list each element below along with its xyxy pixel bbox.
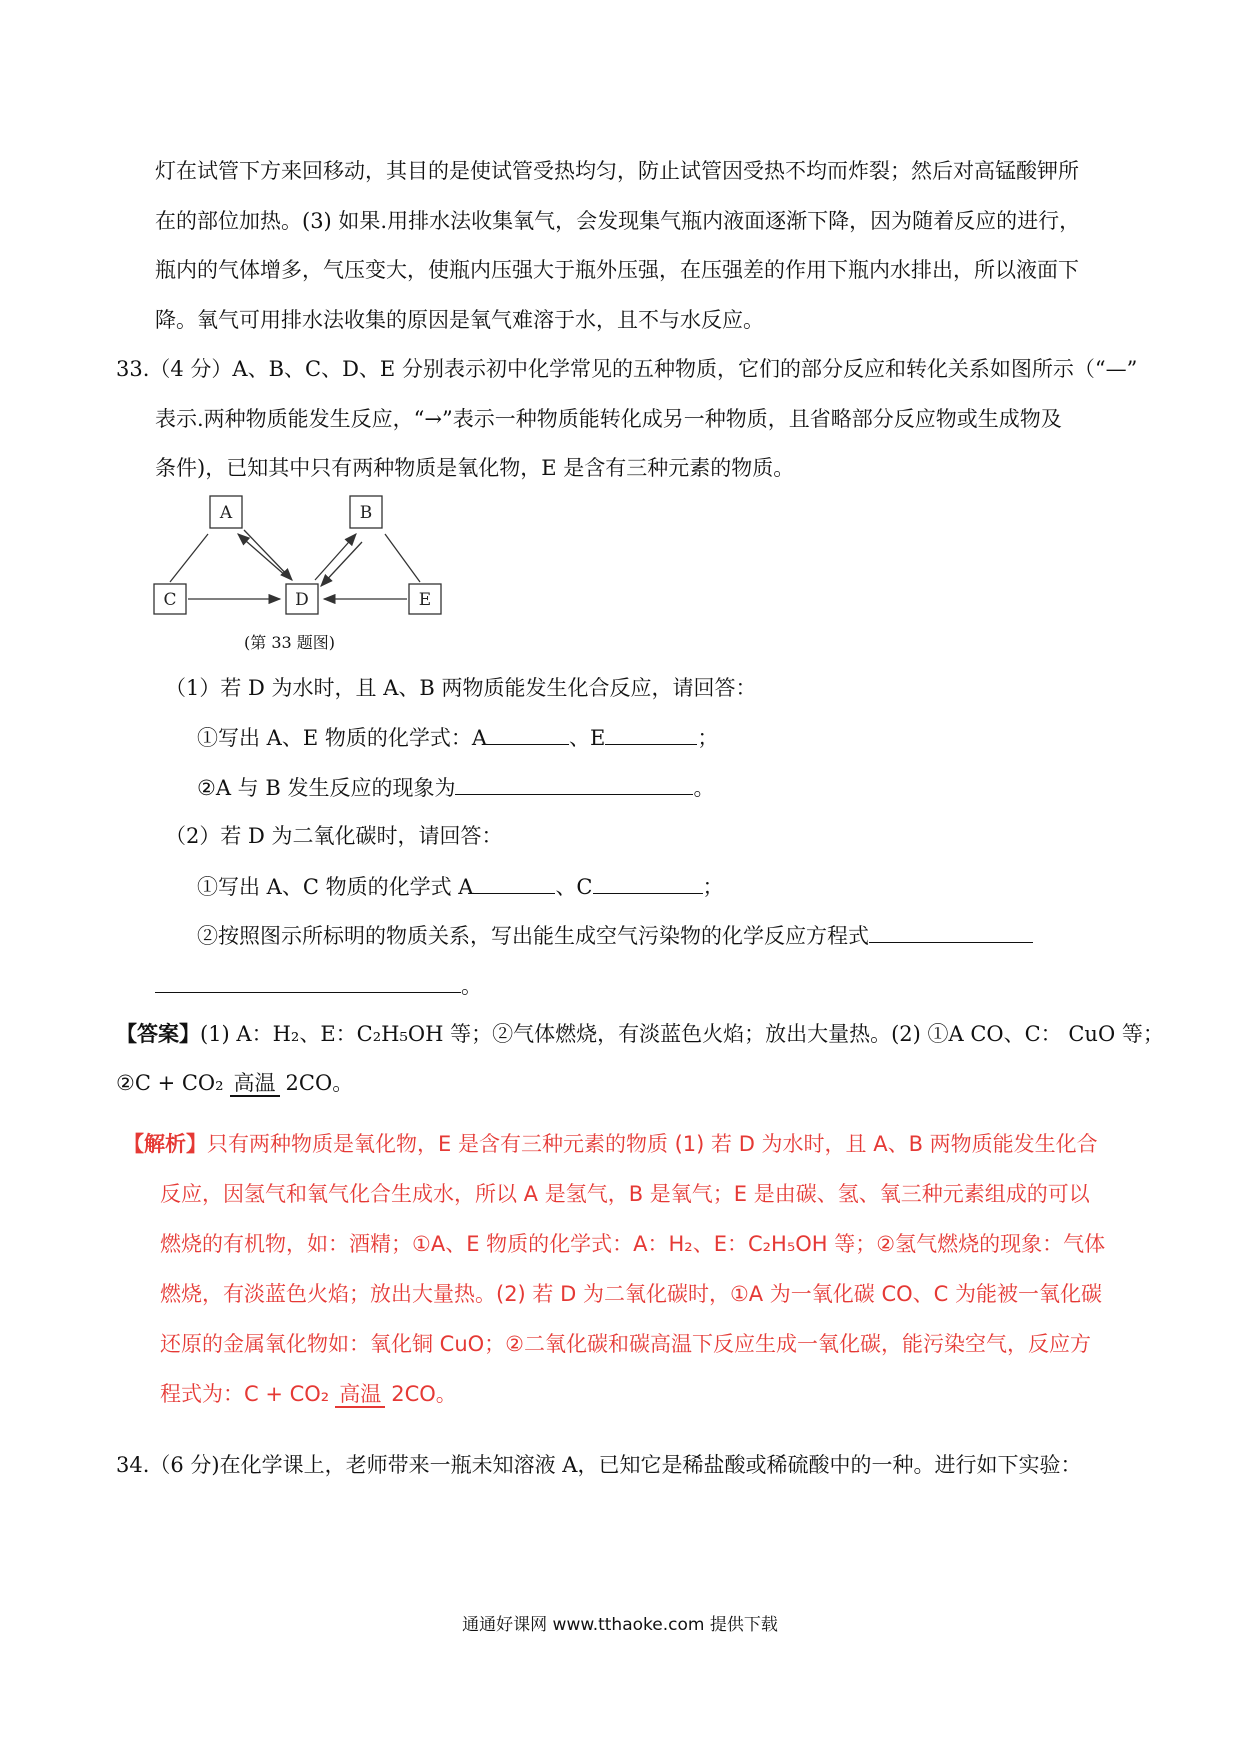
analysis-line-2: 反应，因氢气和氧气化合生成水，所以 A 是氢气，B 是氧气；E 是由碳、氢、氧三种元素组成的可以 xyxy=(160,1182,1090,1206)
analysis-line-1: 【解析】只有两种物质是氧化物，E 是含有三种元素的物质 (1) 若 D 为水时，且 A、B 两物质能发生化合 xyxy=(123,1132,1098,1156)
answer-blank-equation-2[interactable] xyxy=(155,970,461,993)
q33-line-1: 33.（4 分）A、B、C、D、E 分别表示初中化学常见的五种物质，它们的部分反应和转化关系如图所示（“—” xyxy=(116,357,1138,381)
answer-line-2: ②C + CO₂ 高温 2CO。 xyxy=(116,1071,354,1095)
intro-line-4: 降。氧气可用排水法收集的原因是氧气难溶于水，且不与水反应。 xyxy=(155,308,764,332)
answer-blank-e[interactable] xyxy=(605,722,697,745)
answer-condition: 高温 xyxy=(230,1071,280,1097)
q33-line-3: 条件)，已知其中只有两种物质是氧化物，E 是含有三种元素的物质。 xyxy=(155,456,795,480)
intro-line-1: 灯在试管下方来回移动，其目的是使试管受热均匀，防止试管因受热不均而炸裂；然后对高锰酸钾所 xyxy=(155,159,1079,183)
analysis-line-5: 还原的金属氧化物如：氧化铜 CuO；②二氧化碳和碳高温下反应生成一氧化碳，能污染空气，反应方 xyxy=(160,1332,1091,1356)
analysis-condition: 高温 xyxy=(335,1382,385,1408)
q33-part1: （1）若 D 为水时，且 A、B 两物质能发生化合反应，请回答： xyxy=(165,676,757,700)
analysis-line-6: 程式为：C + CO₂ 高温 2CO。 xyxy=(160,1382,457,1406)
answer-blank-a2[interactable] xyxy=(473,871,555,894)
node-d-label: D xyxy=(295,590,309,610)
node-c-label: C xyxy=(163,590,177,610)
answer-blank-equation-1[interactable] xyxy=(869,920,1033,943)
q34-line: 34.（6 分)在化学课上，老师带来一瓶未知溶液 A，已知它是稀盐酸或稀硫酸中的一种。进行如下实验： xyxy=(116,1453,1082,1477)
arrow-b-d xyxy=(321,542,362,586)
analysis-line-4: 燃烧，有淡蓝色火焰；放出大量热。(2) 若 D 为二氧化碳时，①A 为一氧化碳 CO、C 为能被一氧化碳 xyxy=(160,1282,1103,1306)
answer-blank-a[interactable] xyxy=(487,722,569,745)
q33-part2: （2）若 D 为二氧化碳时，请回答： xyxy=(165,824,503,848)
reaction-diagram xyxy=(152,494,452,629)
arrow-d-a xyxy=(238,534,286,576)
q33-part1-item2: ②A 与 B 发生反应的现象为 。 xyxy=(197,772,714,803)
answer-blank-c[interactable] xyxy=(593,871,703,894)
page-footer: 通通好课网 www.tthaoke.com 提供下载 xyxy=(462,1615,778,1635)
answer-line-1: 【答案】(1) A：H₂、E：C₂H₅OH 等；②气体燃烧，有淡蓝色火焰；放出大量热。(2) ①A CO、C： CuO 等； xyxy=(116,1021,1164,1046)
node-b-label: B xyxy=(359,503,373,523)
diagram-caption: (第 33 题图) xyxy=(244,633,336,652)
q33-line-2: 表示.两种物质能发生反应，“→”表示一种物质能转化成另一种物质，且省略部分反应物或生成物及 xyxy=(155,407,1062,431)
line-a-c xyxy=(170,534,208,582)
intro-line-2: 在的部位加热。(3) 如果.用排水法收集氧气，会发现集气瓶内液面逐渐下降，因为随着反应的进行， xyxy=(155,209,1081,233)
q33-part1-item1: ①写出 A、E 物质的化学式：A 、E ； xyxy=(197,722,718,753)
arrow-d-b xyxy=(315,534,356,580)
analysis-line-3: 燃烧的有机物，如：酒精；①A、E 物质的化学式：A：H₂、E：C₂H₅OH 等；②氢气燃烧的现象：气体 xyxy=(160,1232,1106,1256)
arrow-a-d xyxy=(244,530,292,580)
node-e-label: E xyxy=(418,590,432,610)
intro-line-3: 瓶内的气体增多，气压变大，使瓶内压强大于瓶外压强，在压强差的作用下瓶内水排出，所以液面下 xyxy=(155,258,1079,282)
analysis-label: 【解析】 xyxy=(123,1132,207,1156)
q33-part2-item2: ②按照图示所标明的物质关系，写出能生成空气污染物的化学反应方程式 xyxy=(197,920,1033,951)
q33-part2-item2-cont: 。 xyxy=(155,970,482,1001)
node-a-label: A xyxy=(219,503,233,523)
line-b-e xyxy=(385,534,420,582)
q33-part2-item1: ①写出 A、C 物质的化学式 A 、C ； xyxy=(197,871,724,902)
answer-label: 【答案】 xyxy=(116,1021,200,1046)
answer-blank-phenomenon[interactable] xyxy=(455,772,693,795)
